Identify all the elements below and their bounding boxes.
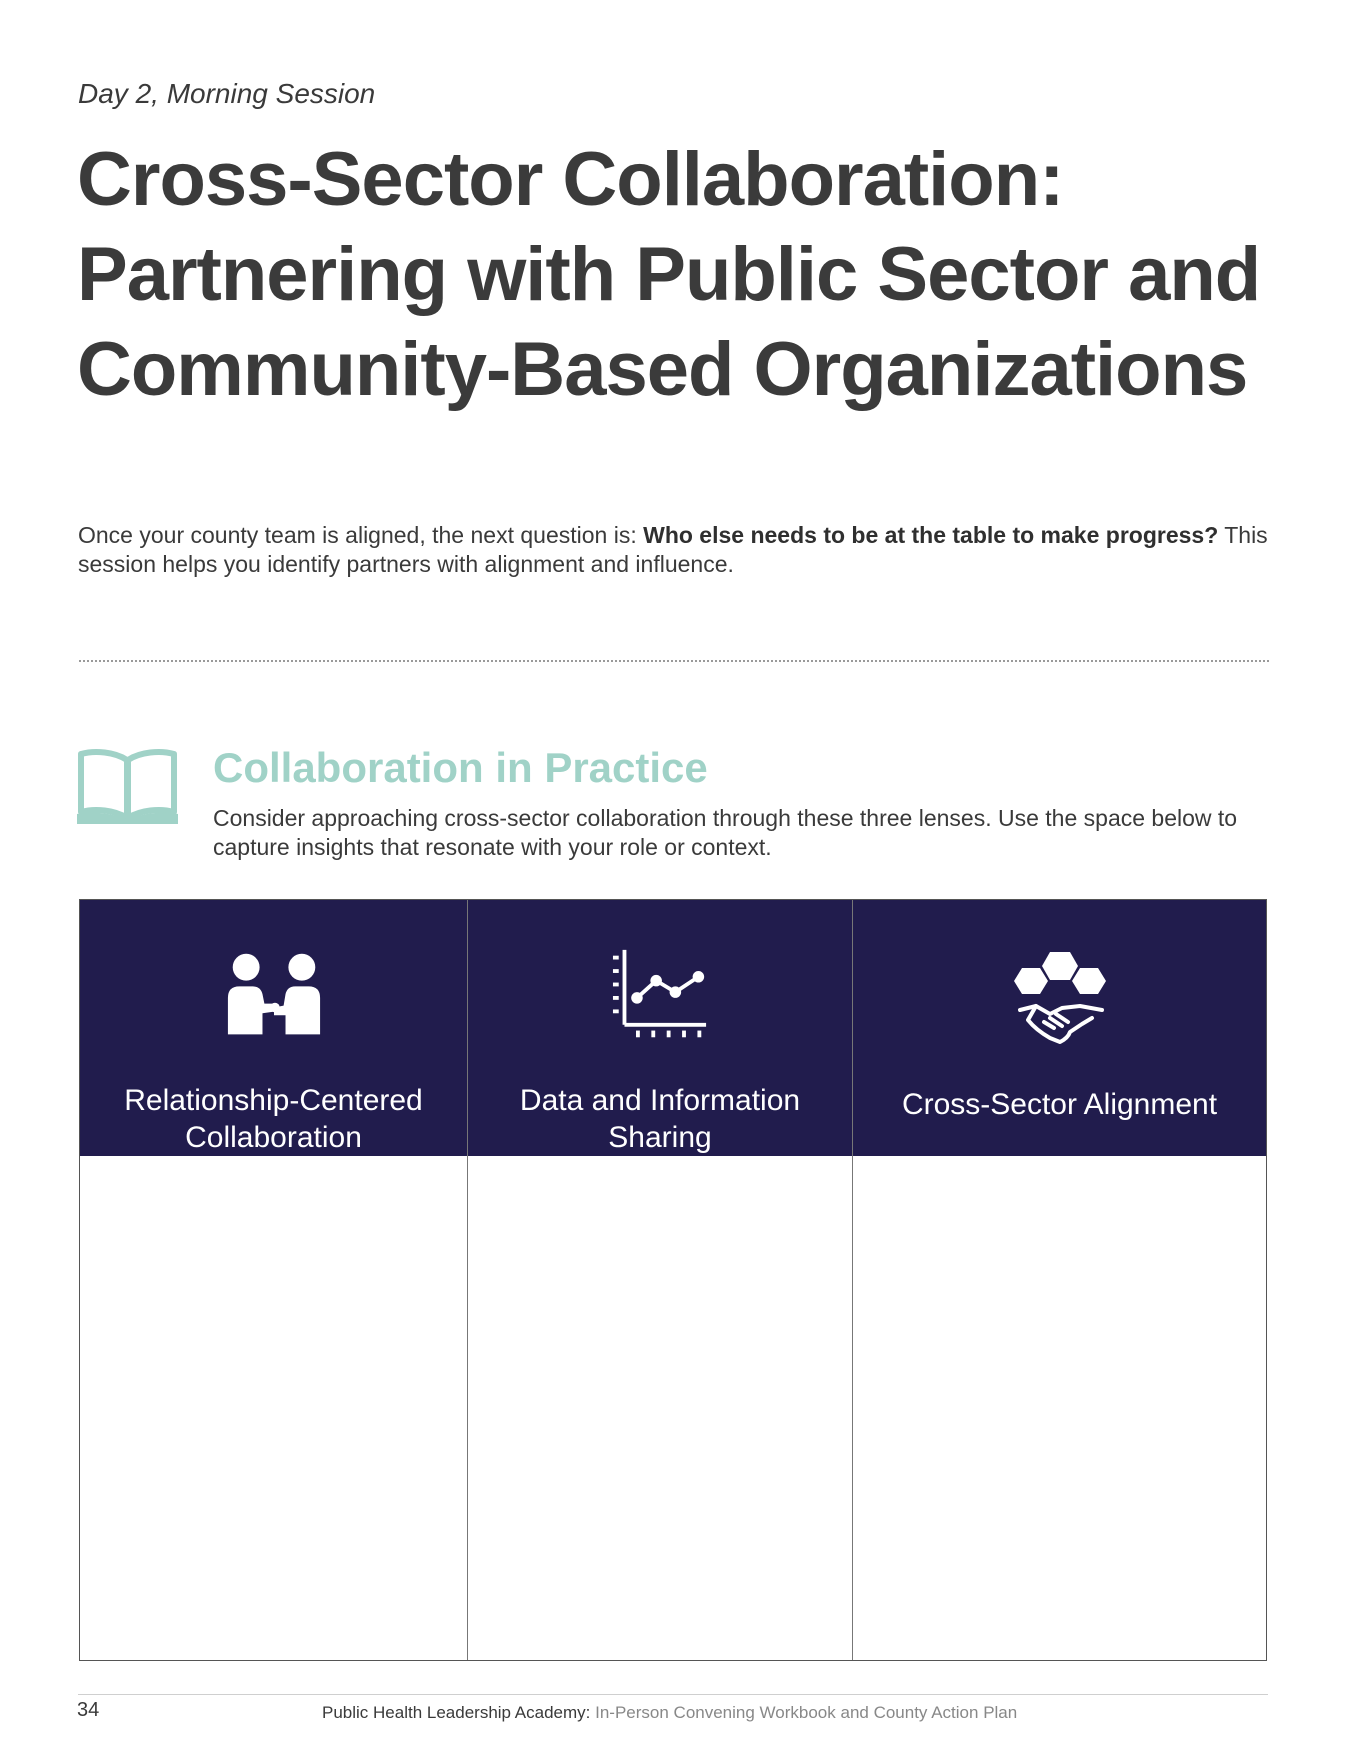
publication-subtitle: In-Person Convening Workbook and County Action Plan xyxy=(590,1703,1018,1722)
intro-text: Once your county team is aligned, the next question is: xyxy=(78,522,644,548)
publication-name: Public Health Leadership Academy: xyxy=(322,1703,591,1722)
section-description: Consider approaching cross-sector collaboration through these three lenses. Use the space below to capture insights that resonate with your role or context. xyxy=(213,805,1238,860)
lens-header xyxy=(468,900,852,1156)
session-label: Day 2, Morning Session xyxy=(78,78,376,109)
footer-rule xyxy=(78,1694,1268,1695)
lens-writing-area[interactable] xyxy=(468,1156,852,1660)
lens-header xyxy=(853,900,1266,1156)
lens-writing-area[interactable] xyxy=(853,1156,1266,1660)
intro-text-end: This session helps you identify partners with alignment and influence. xyxy=(78,522,1268,577)
lens-table xyxy=(79,899,1267,1661)
dotted-divider xyxy=(79,660,1269,662)
line-chart-icon xyxy=(600,948,720,1044)
lens-title: Relationship-Centered Collaboration xyxy=(124,1084,423,1154)
lens-column-alignment xyxy=(853,900,1266,1660)
hexagon-handshake-icon xyxy=(1000,948,1120,1048)
intro-question: Who else needs to be at the table to make progress? xyxy=(643,522,1219,548)
lens-header xyxy=(80,900,467,1156)
page-title: Cross-Sector Collaboration: Partnering with Public Sector and Community-Based Organizations xyxy=(77,137,1261,412)
footer-publication xyxy=(322,1703,1017,1723)
lens-column-relationship xyxy=(80,900,468,1660)
page-number: 34 xyxy=(77,1699,100,1721)
lens-title: Data and Information Sharing xyxy=(519,1084,801,1154)
open-book-icon xyxy=(75,748,180,826)
lens-writing-area[interactable] xyxy=(80,1156,467,1660)
lens-title: Cross-Sector Alignment xyxy=(901,1088,1218,1121)
section-heading: Collaboration in Practice xyxy=(213,744,708,791)
intro-paragraph xyxy=(78,521,1278,579)
lens-column-data xyxy=(468,900,853,1660)
handshake-people-icon xyxy=(214,948,334,1044)
